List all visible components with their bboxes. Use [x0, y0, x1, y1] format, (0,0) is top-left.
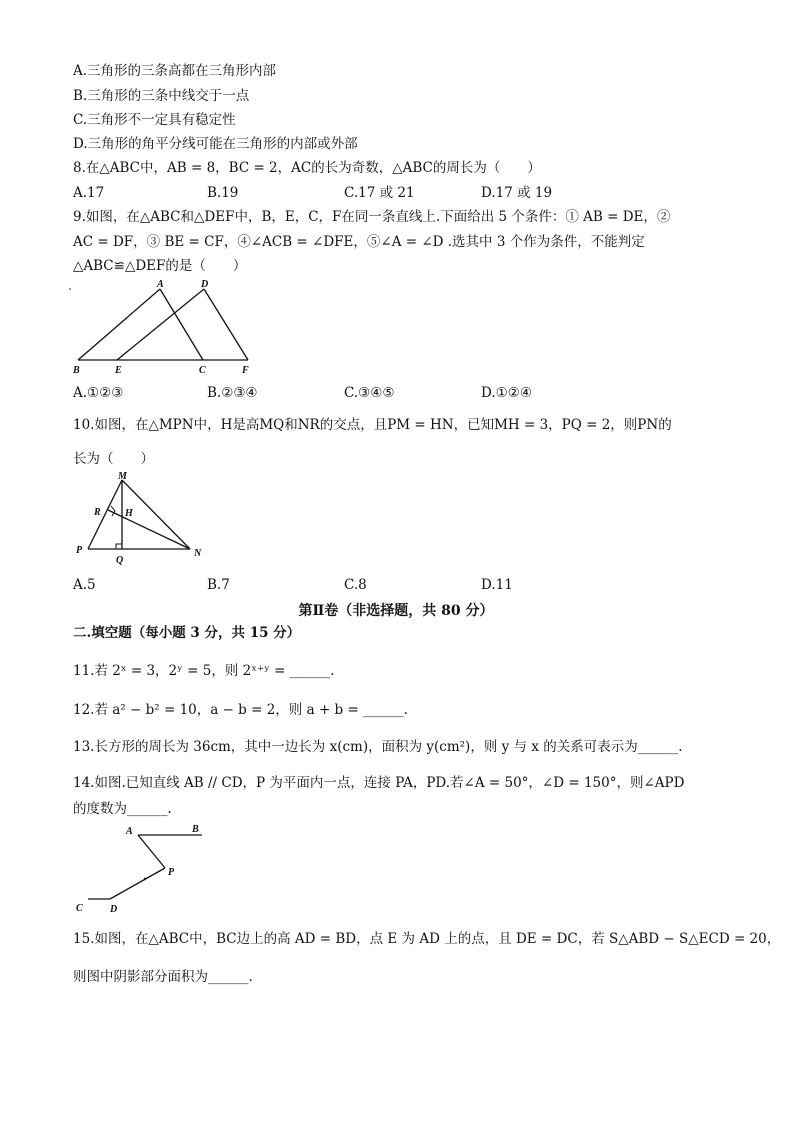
q9-label-b: B	[73, 365, 80, 376]
q8-choice-b: B.19	[207, 185, 239, 201]
q8-choice-a: A.17	[73, 185, 105, 201]
q7-option-a: A.三角形的三条高都在三角形内部	[73, 63, 277, 79]
section-2-subtitle: 二.填空题（每小题 3 分，共 15 分）	[73, 625, 301, 641]
q14-line-2: 的度数为______.	[73, 801, 172, 817]
q10-label-n: N	[194, 548, 202, 559]
q9-choice-b: B.②③④	[207, 385, 258, 401]
q11-text: 11.若 2ˣ = 3，2ʸ = 5，则 2ˣ⁺ʸ = ______.	[73, 663, 335, 679]
q10-label-q: Q	[116, 555, 124, 566]
q8-choice-c: C.17 或 21	[344, 185, 415, 201]
q10-line-2: 长为（ ）	[73, 451, 154, 467]
q10-label-m: M	[118, 471, 127, 482]
q14-label-b: B	[192, 824, 199, 835]
q15-line-2: 则图中阴影部分面积为______.	[73, 969, 253, 985]
q14-label-a: A	[126, 826, 133, 837]
q15-line-1: 15.如图，在△ABC中，BC边上的高 AD = BD，点 E 为 AD 上的点，且 DE = DC，若 S△ABD − S△ECD = 20，	[73, 931, 781, 947]
q9-line-2: AC = DF，③ BE = CF，④∠ACB = ∠DFE，⑤∠A = ∠D .选其中 3 个作为条件，不能判定	[73, 234, 645, 250]
q9-choice-c: C.③④⑤	[344, 385, 395, 401]
q10-choice-c: C.8	[344, 577, 367, 593]
q8-stem: 8.在△ABC中，AB = 8，BC = 2，AC的长为奇数，△ABC的周长为（ ）	[73, 160, 541, 176]
q9-label-c: C	[199, 365, 206, 376]
q10-figure	[70, 470, 220, 570]
q9-label-d: D	[201, 279, 209, 290]
q13-text: 13.长方形的周长为 36cm，其中一边长为 x(cm)，面积为 y(cm²)，则 y 与 x 的关系可表示为______.	[73, 739, 683, 755]
q10-line-1: 10.如图，在△MPN中，H是高MQ和NR的交点，且PM = HN，已知MH = 3，PQ = 2，则PN的	[73, 417, 672, 433]
q10-choice-d: D.11	[481, 577, 513, 593]
q7-option-b: B.三角形的三条中线交于一点	[73, 88, 250, 104]
q10-choice-a: A.5	[73, 577, 96, 593]
q9-line-1: 9.如图，在△ABC和△DEF中，B，E，C，F在同一条直线上.下面给出 5 个条件：① AB = DE，②	[73, 209, 671, 225]
q10-label-h: H	[125, 508, 133, 519]
q9-line-3: △ABC≌△DEF的是（ ）	[73, 258, 247, 274]
q14-label-c: C	[76, 903, 83, 914]
q10-label-r: R	[94, 507, 101, 518]
q9-choice-d: D.①②④	[481, 385, 532, 401]
q14-label-p: P	[168, 867, 175, 878]
q10-choice-b: B.7	[207, 577, 230, 593]
q9-figure	[60, 280, 280, 375]
q14-label-d: D	[110, 904, 118, 915]
q9-label-e: E	[115, 365, 122, 376]
q14-figure	[70, 820, 220, 920]
q7-option-c: C.三角形不一定具有稳定性	[73, 112, 236, 128]
q8-choice-d: D.17 或 19	[481, 185, 553, 201]
q10-label-p: P	[76, 545, 83, 556]
q9-choice-a: A.①②③	[73, 385, 124, 401]
section-2-title: 第Ⅱ卷（非选择题，共 80 分）	[298, 603, 494, 619]
q12-text: 12.若 a² − b² = 10，a − b = 2，则 a + b = ______.	[73, 702, 408, 718]
q9-label-a: A	[157, 279, 164, 290]
q9-label-f: F	[242, 365, 249, 376]
q14-line-1: 14.如图.已知直线 AB // CD，P 为平面内一点，连接 PA，PD.若∠A = 50°，∠D = 150°，则∠APD	[73, 775, 685, 791]
q7-option-d: D.三角形的角平分线可能在三角形的内部或外部	[73, 136, 358, 152]
